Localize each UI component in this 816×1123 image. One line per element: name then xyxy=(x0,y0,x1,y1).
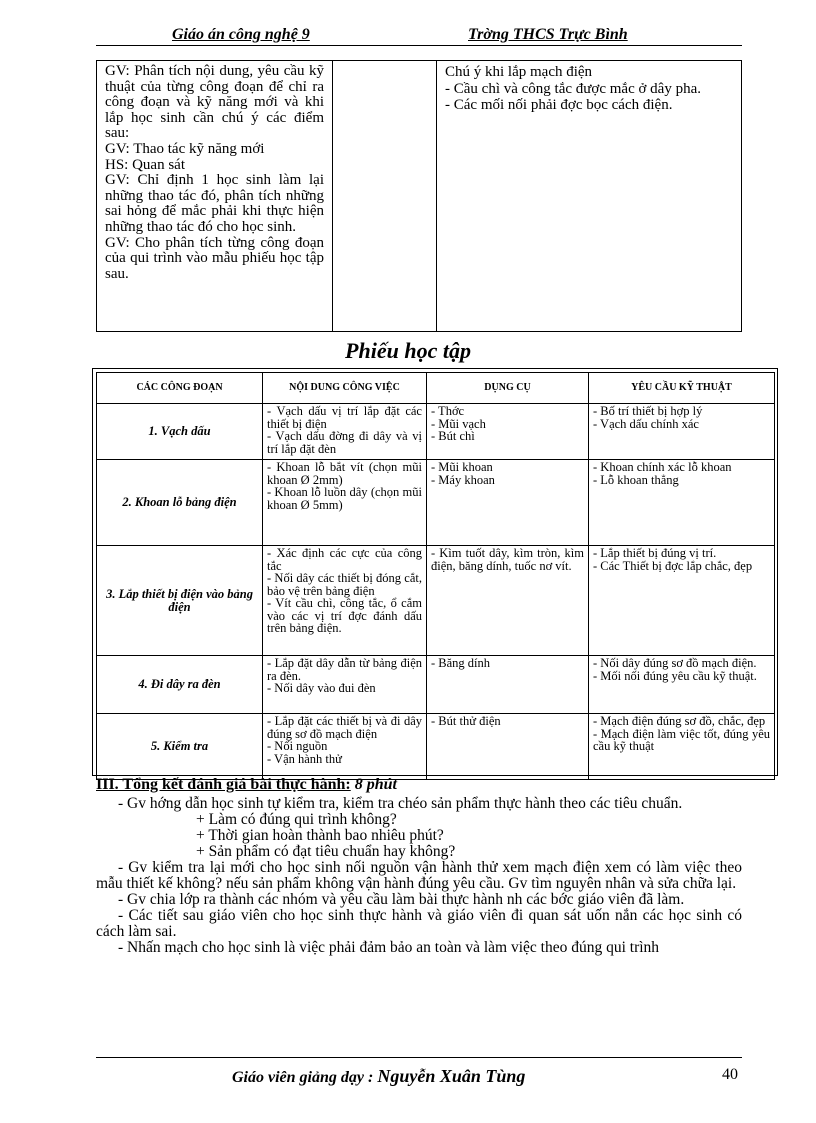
cell-line: - Lắp thiết bị đúng vị trí. xyxy=(593,546,717,560)
cell-line: - Bố trí thiết bị hợp lý xyxy=(593,404,703,418)
table-row xyxy=(97,656,775,714)
paragraph: - Gv chia lớp ra thành các nhóm và yêu cầu làm bài thực hành nh các bớc giáo viên đã làm. xyxy=(118,891,685,908)
activity-text: GV: Thao tác kỹ năng mới xyxy=(105,140,265,157)
footer-rule xyxy=(96,1057,742,1058)
cell-line: - Mũi vạch xyxy=(431,416,486,431)
column-header: NỘI DUNG CÔNG VIỆC xyxy=(263,373,427,404)
cell-line: - Mạch điện làm việc tốt, đúng yêu cầu kỹ thuật xyxy=(593,726,770,753)
section-heading-text: III. Tổng kết đánh giá bài thực hành: xyxy=(96,776,351,793)
cell-line: - Các Thiết bị đợc lắp chắc, đẹp xyxy=(593,558,753,573)
check-item: + Thời gian hoàn thành bao nhiêu phút? xyxy=(196,827,444,844)
tools-cell xyxy=(427,546,589,656)
section-heading xyxy=(96,776,397,794)
step-cell: 1. Vạch dấu xyxy=(97,404,263,460)
cell-line: - Vận hành thử xyxy=(267,751,342,766)
footer-label: Giáo viên giảng dạy : xyxy=(232,1069,374,1086)
page-number: 40 xyxy=(722,1066,738,1083)
requirement-cell xyxy=(589,404,775,460)
activity-text: HS: Quan sát xyxy=(105,156,185,173)
cell-line: - Khoan lỗ luồn dây (chọn mũi khoan Ø 5mm) xyxy=(267,485,422,512)
cell-line: - Nối dây vào đui đèn xyxy=(267,681,376,695)
cell-line: - Mạch điện đúng sơ đồ, chắc, đẹp xyxy=(593,714,766,728)
cell-line: - Khoan chính xác lỗ khoan xyxy=(593,460,732,474)
content-text: - Cầu chì và công tắc được mắc ở dây pha. xyxy=(445,80,701,97)
check-item: + Sản phẩm có đạt tiêu chuẩn hay không? xyxy=(196,843,456,860)
activity-text: GV: Phân tích nội dung, yêu cầu kỹ thuật của từng công đoạn để chỉ ra công đoạn và kỹ năng mới và khi lắp học sinh cần chú ý các điểm sau: xyxy=(105,63,324,142)
step-cell: 5. Kiểm tra xyxy=(97,714,263,780)
cell-line: - Nối dây đúng sơ đồ mạch điện. xyxy=(593,656,757,670)
cell-line: - Vít cầu chì, công tắc, ổ cắm vào các vị trí đợc đánh dấu trên bảng điện. xyxy=(267,596,422,635)
cell-line: - Máy khoan xyxy=(431,472,495,487)
paragraph: - Gv kiểm tra lại mới cho học sinh nối nguồn vận hành thử xem mạch điện xem có làm việc theo mẫu thiết kế không? nếu sản phẩm không vận hành đúng yêu cầu. Gv tìm nguyên nhân và sửa chữa lại. xyxy=(96,859,742,892)
student-activity-cell xyxy=(333,61,437,331)
step-cell: 3. Lắp thiết bị điện vào bảng điện xyxy=(97,546,263,656)
cell-line: - Xác định các cực của công tắc xyxy=(267,546,422,573)
requirement-cell xyxy=(589,546,775,656)
cell-line: - Khoan lỗ bắt vít (chọn mũi khoan Ø 2mm) xyxy=(267,460,422,487)
column-header: YÊU CẦU KỸ THUẬT xyxy=(589,373,775,404)
header-right: Trờng THCS Trực Bình xyxy=(468,26,628,43)
footer-signature xyxy=(232,1066,525,1087)
table-row xyxy=(97,404,775,460)
content-cell xyxy=(263,714,427,780)
content-cell xyxy=(263,460,427,546)
cell-line: - Lắp đặt các thiết bị và đi dây đúng sơ đồ mạch điện xyxy=(267,714,422,741)
cell-line: - Nối nguồn xyxy=(267,739,328,753)
cell-line: - Vạch dấu chính xác xyxy=(593,416,699,431)
paragraph: - Gv hớng dẫn học sinh tự kiểm tra, kiểm tra chéo sản phẩm thực hành theo các tiêu chuẩn. xyxy=(118,795,683,812)
cell-line: - Kìm tuốt dây, kìm tròn, kìm điện, băng dính, tuốc nơ vít. xyxy=(431,546,584,573)
cell-line: - Mối nối đúng yêu cầu kỹ thuật. xyxy=(593,668,757,683)
cell-line: - Vạch dấu đờng đi dây và vị trí lắp đặt đèn xyxy=(267,429,422,456)
step-cell: 4. Đi dây ra đèn xyxy=(97,656,263,714)
header-rule xyxy=(96,45,742,46)
column-header: DỤNG CỤ xyxy=(427,373,589,404)
tools-cell xyxy=(427,656,589,714)
paragraph: - Nhấn mạch cho học sinh là việc phải đảm bảo an toàn và làm việc theo đúng qui trình xyxy=(118,939,660,956)
teacher-activity-cell xyxy=(97,61,333,331)
cell-line: - Lắp đặt dây dẫn từ bảng điện ra đèn. xyxy=(267,656,422,683)
table-row xyxy=(97,460,775,546)
worksheet-title: Phiếu học tập xyxy=(345,338,471,363)
cell-line: - Thớc xyxy=(431,404,465,418)
worksheet-table xyxy=(96,372,775,780)
cell-line: - Mũi khoan xyxy=(431,460,493,474)
check-item: + Làm có đúng qui trình không? xyxy=(196,811,397,828)
content-cell xyxy=(263,546,427,656)
cell-line: - Bút chì xyxy=(431,429,475,443)
table-header-row xyxy=(97,373,775,404)
cell-line: - Bút thử điện xyxy=(431,714,501,728)
section-body xyxy=(96,796,742,956)
requirement-cell xyxy=(589,714,775,780)
table-row xyxy=(97,714,775,780)
cell-line: - Băng dính xyxy=(431,656,491,670)
step-cell: 2. Khoan lỗ bảng điện xyxy=(97,460,263,546)
tools-cell xyxy=(427,460,589,546)
activity-table xyxy=(96,60,742,332)
requirement-cell xyxy=(589,460,775,546)
activity-text: GV: Cho phân tích từng công đoạn của qui trình vào mẫu phiếu học tập sau. xyxy=(105,234,324,282)
tools-cell xyxy=(427,404,589,460)
content-text: - Các mối nối phải đợc bọc cách điện. xyxy=(445,97,673,113)
activity-text: GV: Chỉ định 1 học sinh làm lại những thao tác đó, phân tích những sai hỏng để mắc phải khi thực hiện những thao tác đó cho học sinh. xyxy=(105,172,324,235)
header-left: Giáo án công nghệ 9 xyxy=(172,26,310,43)
cell-line: - Vạch dấu vị trí lắp đặt các thiết bị điện xyxy=(267,404,422,431)
requirement-cell xyxy=(589,656,775,714)
content-cell xyxy=(263,656,427,714)
column-header: CÁC CÔNG ĐOẠN xyxy=(97,373,263,404)
teacher-name: Nguyễn Xuân Tùng xyxy=(377,1066,526,1086)
paragraph: - Các tiết sau giáo viên cho học sinh thực hành và giáo viên đi quan sát uốn nắn các học sinh có cách làm sai. xyxy=(96,907,742,940)
tools-cell xyxy=(427,714,589,780)
table-row xyxy=(97,546,775,656)
content-cell xyxy=(437,61,741,334)
content-text: Chú ý khi lắp mạch điện xyxy=(445,64,593,80)
cell-line: - Nối dây các thiết bị đóng cắt, bảo vệ trên bảng điện xyxy=(267,571,422,598)
cell-line: - Lỗ khoan thẳng xyxy=(593,472,679,487)
section-time: 8 phút xyxy=(354,776,397,793)
content-cell xyxy=(263,404,427,460)
